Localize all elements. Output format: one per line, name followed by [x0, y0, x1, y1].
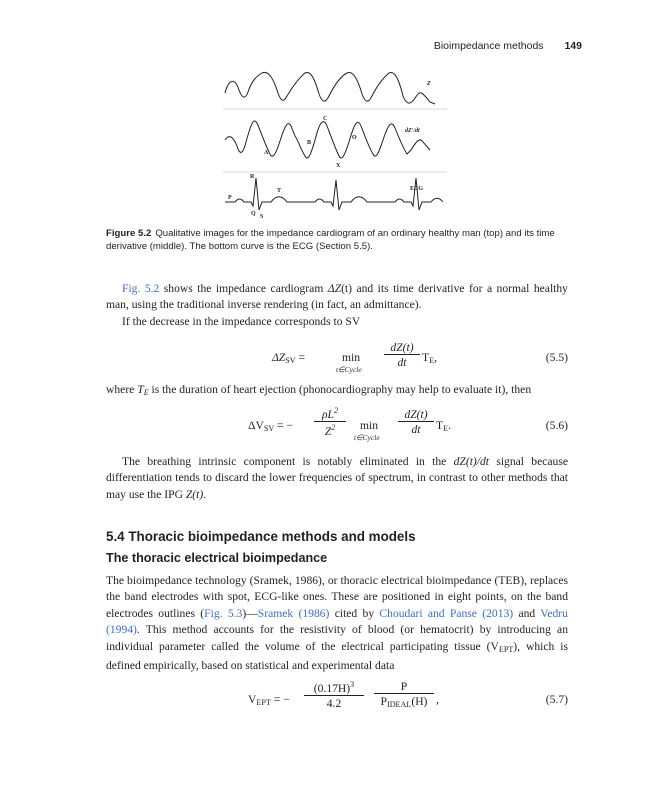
- waveform-graphic: [215, 68, 450, 218]
- eq55-number: (5.5): [545, 351, 568, 364]
- label-x: X: [336, 163, 341, 169]
- figure-caption: [106, 227, 568, 253]
- equation-5-5: [106, 339, 568, 375]
- eq55-under: t∈Cycle: [336, 365, 362, 374]
- paragraph-1: Fig. 5.2 shows the impedance cardiogram ΔZ(t) and its time derivative for a normal healthy man, using the traditional inverse rendering (in fact, an admittance).: [106, 282, 568, 312]
- label-s: S: [260, 214, 264, 218]
- eq55-te: $T_E$,: [422, 351, 437, 365]
- label-b: B: [307, 140, 312, 146]
- link-sramek-1986[interactable]: Sramek (1986): [257, 606, 330, 620]
- eq56-min: min: [360, 419, 379, 432]
- derivative-curve: [225, 121, 430, 158]
- equation-5-7: [106, 678, 568, 718]
- label-p: P: [228, 195, 232, 201]
- eq56-fraction-1: $\frac{\rho L^2}{Z^2}$: [314, 406, 346, 438]
- label-ecg: ECG: [410, 186, 424, 192]
- equation-5-6: [106, 404, 568, 444]
- caption-text: Qualitative images for the impedance cardiogram of an ordinary healthy man (top) and its time derivative (middle). The bottom curve is the ECG (Section 5.5).: [106, 228, 555, 252]
- eq55-fraction: $\frac{dZ(t)}{dt}$: [384, 341, 420, 369]
- eq57-fraction-2: P $P_{IDEAL}(H)$: [374, 680, 434, 709]
- label-dzdt: dZ'/dt: [405, 128, 420, 134]
- section-heading: 5.4 Thoracic bioimpedance methods and models: [106, 529, 416, 544]
- running-head: [434, 40, 582, 52]
- eq56-lhs: $\Delta V_{SV}$ = −: [248, 419, 294, 433]
- link-vedru-1994[interactable]: Vedru (1994): [106, 606, 568, 637]
- running-head-section: Bioimpedance methods: [433, 40, 544, 52]
- label-c: C: [323, 116, 328, 122]
- eq57-number: (5.7): [545, 693, 568, 706]
- paragraph-4: The breathing intrinsic component is notably eliminated in the dZ(t)/dt signal because differentiation tends to discard the lower frequencies of spectrum, in contrast to other methods that may use the IPG Z(t).: [106, 455, 569, 501]
- label-o: O: [352, 135, 357, 141]
- eq57-fraction-1: $\frac{(0.17H)^3}{4.2}$: [304, 680, 364, 710]
- eq57-tail: ,: [436, 693, 439, 706]
- impedance-curve: [225, 72, 435, 104]
- paragraph-5: The bioimpedance technology (Sramek, 1986), or thoracic electrical bioimpedance (TEB), replaces the band electrodes with spot, ECG-like ones. These are positioned in eight points, on the band electrodes outlines (Fig. 5.3)—Sramek (1986) cited by Choudari and Panse (2013) and Vedru (1994). This method accounts for the resistivity of blood (or hematocrit) by introducing an individual parameter called the volume of the electrical participating tissue $(V_{EPT})$, which is defined empirically, based on statistical and experimental data: [106, 574, 568, 673]
- label-a: A: [264, 150, 269, 156]
- eq56-under: t∈Cycle: [354, 433, 380, 442]
- eq57-lhs: $V_{EPT}$ = −: [248, 693, 290, 707]
- subsection-heading: The thoracic electrical bioimpedance: [106, 551, 328, 565]
- ecg-trace: [225, 178, 443, 210]
- eq56-fraction-2: $\frac{dZ(t)}{dt}$: [398, 408, 434, 436]
- page-number: 149: [564, 40, 582, 52]
- paragraph-2: If the decrease in the impedance corresponds to SV: [122, 315, 361, 328]
- eq55-lhs: $\Delta Z_{SV}$ =: [272, 351, 306, 365]
- link-fig-5-2[interactable]: Fig. 5.2: [122, 282, 160, 295]
- figure-5-2: [215, 68, 450, 218]
- label-r: R: [250, 174, 255, 180]
- link-fig-5-3[interactable]: Fig. 5.3: [204, 606, 243, 620]
- caption-label: Figure 5.2: [106, 228, 152, 239]
- symbol-delta-z: ΔZ: [327, 282, 342, 295]
- label-z: Z: [427, 81, 431, 87]
- link-choudari-panse-2013[interactable]: Choudari and Panse (2013): [379, 606, 514, 620]
- label-q: Q: [251, 211, 256, 217]
- label-t: T: [277, 188, 282, 194]
- eq55-min: min: [342, 351, 361, 364]
- eq56-number: (5.6): [545, 419, 568, 432]
- eq56-te: $T_E$.: [436, 419, 451, 433]
- paragraph-3: where $T_E$ is the duration of heart ejection (phonocardiography may help to evaluate it), then: [106, 383, 532, 397]
